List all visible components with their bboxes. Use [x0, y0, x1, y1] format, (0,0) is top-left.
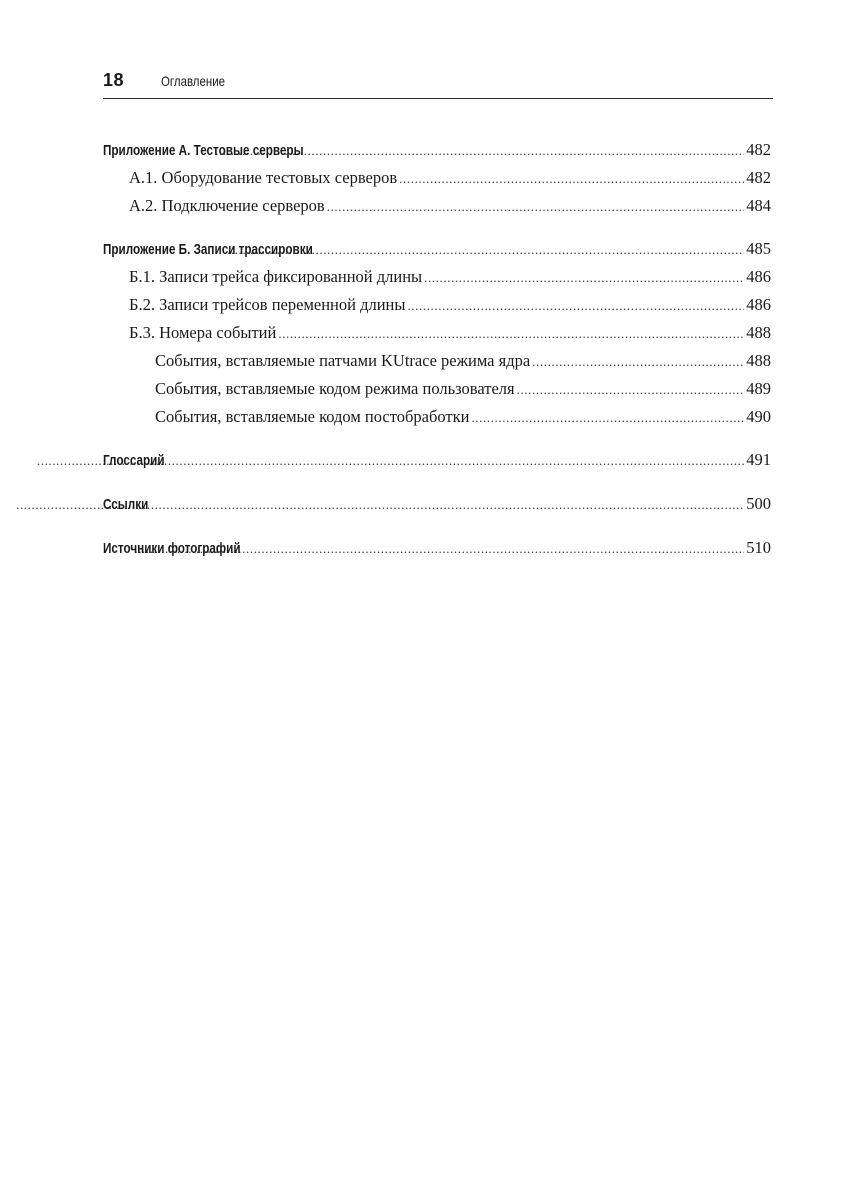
toc-entry-title: Источники фотографий	[103, 540, 241, 557]
toc-entry-title: Глоссарий	[103, 452, 165, 469]
toc-entry-a1[interactable]	[103, 164, 771, 192]
toc-entry-title: А.2. Подключение серверов	[129, 196, 325, 215]
toc-entry-title: Ссылки	[103, 496, 149, 513]
toc-entry-title: Б.1. Записи трейса фиксированной длины	[129, 267, 423, 286]
toc-dot-leader	[399, 165, 744, 193]
toc-entry-page: 510	[746, 538, 771, 557]
toc-entry-page: 485	[746, 239, 771, 258]
toc-entry-photo-credits[interactable]	[103, 534, 771, 562]
toc-entry-page: 484	[746, 196, 771, 215]
toc-entry-page: 490	[746, 407, 771, 426]
toc-entry-b3-postproc-events[interactable]	[103, 403, 771, 431]
page-header	[103, 68, 773, 99]
running-head: Оглавление	[161, 73, 226, 89]
toc-entry-title: События, вставляемые кодом постобработки	[155, 407, 470, 426]
toc-dot-leader	[407, 292, 744, 320]
section-gap	[103, 220, 771, 235]
toc-entry-page: 488	[746, 323, 771, 342]
toc-entry-b3[interactable]	[103, 319, 771, 347]
table-of-contents	[103, 136, 771, 562]
toc-entry-title: Б.2. Записи трейсов переменной длины	[129, 295, 406, 314]
section-gap	[103, 431, 771, 446]
toc-entry-title: События, вставляемые патчами KUtrace режима ядра	[155, 351, 531, 370]
toc-dot-leader	[517, 376, 745, 404]
toc-entry-appendix-a[interactable]	[103, 136, 771, 164]
toc-entry-title: События, вставляемые кодом режима пользователя	[155, 379, 515, 398]
toc-entry-page: 482	[746, 168, 771, 187]
toc-entry-page: 488	[746, 351, 771, 370]
toc-entry-title: А.1. Оборудование тестовых серверов	[129, 168, 398, 187]
toc-entry-title: Приложение Б. Записи трассировки	[103, 241, 313, 258]
toc-dot-leader	[424, 264, 744, 292]
toc-dot-leader	[532, 348, 744, 376]
toc-entry-references[interactable]	[103, 490, 771, 518]
toc-entry-b1[interactable]	[103, 263, 771, 291]
toc-entry-appendix-b[interactable]	[103, 235, 771, 263]
toc-entry-title: Приложение А. Тестовые серверы	[103, 142, 304, 159]
toc-entry-page: 486	[746, 295, 771, 314]
section-gap	[103, 518, 771, 534]
toc-entry-page: 489	[746, 379, 771, 398]
toc-dot-leader	[471, 404, 744, 432]
toc-entry-b2[interactable]	[103, 291, 771, 319]
toc-dot-leader	[278, 320, 744, 348]
toc-entry-title: Б.3. Номера событий	[129, 323, 277, 342]
toc-entry-b3-user-events[interactable]	[103, 375, 771, 403]
page-number: 18	[103, 70, 125, 90]
toc-entry-a2[interactable]	[103, 192, 771, 220]
toc-entry-page: 486	[746, 267, 771, 286]
toc-entry-page: 491	[746, 450, 771, 469]
toc-dot-leader	[327, 193, 745, 221]
section-gap	[103, 474, 771, 490]
toc-entry-b3-kernel-events[interactable]	[103, 347, 771, 375]
toc-entry-glossary[interactable]	[103, 446, 771, 474]
toc-entry-page: 482	[746, 140, 771, 159]
toc-entry-page: 500	[746, 494, 771, 513]
